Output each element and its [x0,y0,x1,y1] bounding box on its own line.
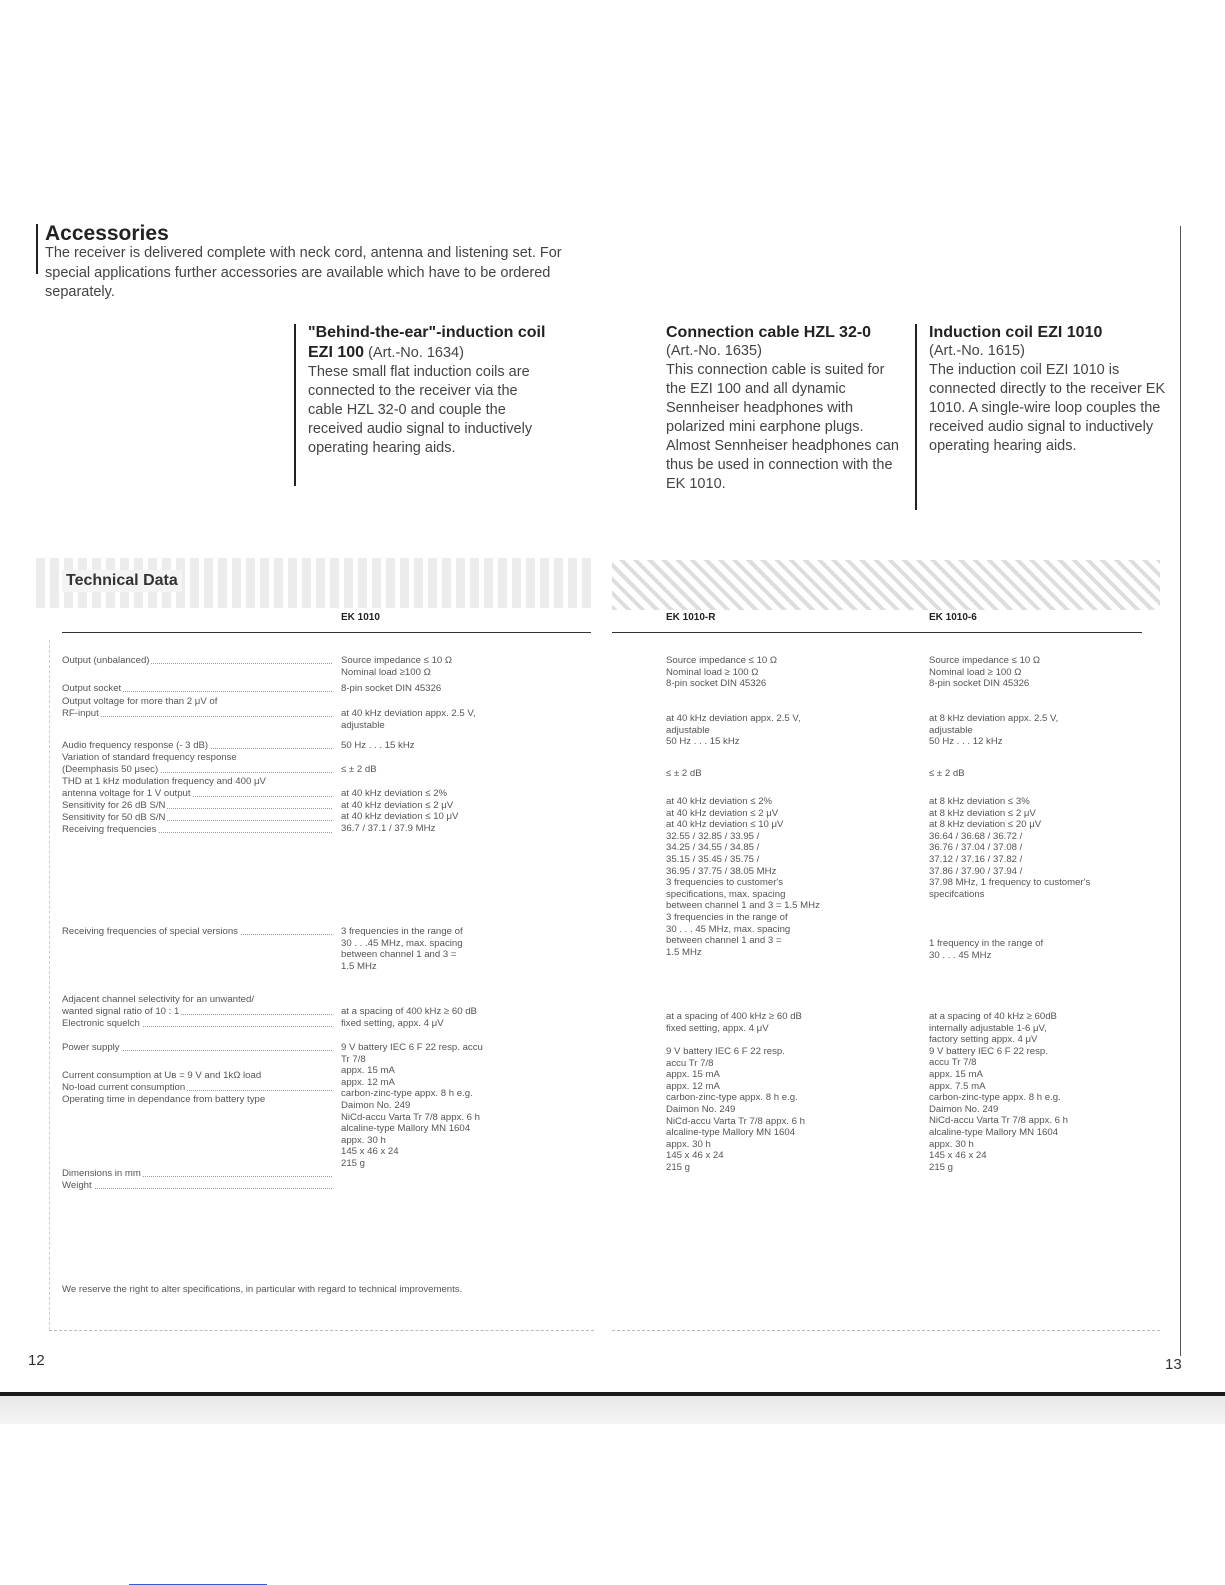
spec-value: at 8 kHz deviation ≤ 3% at 8 kHz deviation ≤ 2 μV at 8 kHz deviation ≤ 20 μV 36.64 / 36.68 / 36.72 / 36.76 / 37.04 / 37.08 / 37.12 / 37.16 / 37.82 / 37.86 / 37.90 / 37.94 / 37.98 MHz, 1 frequency to customer's specifcations [929,796,1091,900]
page-number-right: 13 [1165,1356,1182,1373]
accessory-text: The induction coil EZI 1010 is connected directly to the receiver EK 1010. A single-wire loop couples the received audio signal to inductively operating hearing aids. [929,362,1166,454]
spec-value: ≤ ± 2 dB [341,764,377,775]
spec-label: THD at 1 kHz modulation frequency and 400 μV [62,776,266,787]
spec-label: Variation of standard frequency response [62,752,237,763]
accessory-box-ezi1010 [929,323,1179,456]
dashed-border [49,640,50,1330]
spec-label: Receiving frequencies of special versions [62,926,332,938]
spec-value: Source impedance ≤ 10 Ω Nominal load ≥100 Ω [341,655,453,678]
spec-label: Operating time in dependance from battery type [62,1094,266,1105]
spec-label: Dimensions in mm [62,1168,332,1180]
dashed-border [49,1330,594,1331]
accessory-art-no: (Art.-No. 1615) [929,343,1025,359]
spec-value: at a spacing of 400 kHz ≥ 60 dB fixed setting, appx. 4 μV [341,1006,477,1029]
spec-label: Weight [62,1180,332,1192]
accessory-title: Connection cable HZL 32-0 [666,324,872,341]
technical-band-right [612,560,1160,610]
accessory-text: These small flat induction coils are connected to the receiver via the cable HZL 32-0 and couple the received audio signal to inductively operating hearing aids. [308,364,533,456]
accessory-text: This connection cable is suited for the EZI 100 and all dynamic Sennheiser headphones with polarized mini earphone plugs. Almost Sennheiser headphones can thus be used in connection with the EK 1010. [666,362,899,492]
accessory-box-ezi100 [308,323,553,458]
spec-value: 1 frequency in the range of 30 . . . 45 MHz [929,938,1044,961]
spec-value: at 40 kHz deviation ≤ 2% at 40 kHz deviation ≤ 2 μV at 40 kHz deviation ≤ 10 μV 32.55 / 32.85 / 33.95 / 34.25 / 34.55 / 34.85 / 35.15 / 35.45 / 35.75 / 36.95 / 37.75 / 38.05 MHz 3 frequencies to customer's specifications, max. spacing between channel 1 and 3 = 1.5 MHz 3 frequencies in the range of 30 . . . 45 MHz, max. spacing between channel 1 and 3 = 1.5 MHz [666,796,820,958]
scan-bottom-edge [0,1392,1225,1424]
column-head-ek10106: EK 1010-6 [929,612,977,623]
accessories-intro: The receiver is delivered complete with neck cord, antenna and listening set. For special applications further accessories are available which have to be ordered separately. [45,245,562,300]
spec-value: 9 V battery IEC 6 F 22 resp. accu Tr 7/8 appx. 15 mA appx. 12 mA carbon-zinc-type appx. 8 h e.g. Daimon No. 249 NiCd-accu Varta Tr 7/8 appx. 6 h alcaline-type Mallory MN 1604 appx. 30 h 145 x 46 x 24 215 g [341,1042,483,1169]
spec-value: 9 V battery IEC 6 F 22 resp. accu Tr 7/8 appx. 15 mA appx. 12 mA carbon-zinc-type appx. 8 h e.g. Daimon No. 249 NiCd-accu Varta Tr 7/8 appx. 6 h alcaline-type Mallory MN 1604 appx. 30 h 145 x 46 x 24 215 g [666,1046,805,1173]
accessory-title: "Behind-the-ear"-induction coil EZI 100 [308,324,546,361]
spec-value: at 40 kHz deviation appx. 2.5 V, adjustable [341,708,476,731]
accessory-box-hzl32 [666,323,906,494]
spec-label: RF-input [62,708,332,720]
spec-label: antenna voltage for 1 V output [62,788,332,800]
spec-label: Receiving frequencies [62,824,332,836]
accessory-title: Induction coil EZI 1010 [929,324,1103,341]
column-head-ek1010r: EK 1010-R [666,612,716,623]
spec-value: at 40 kHz deviation ≤ 2% at 40 kHz deviation ≤ 2 μV at 40 kHz deviation ≤ 10 μV 36.7 / 37.1 / 37.9 MHz [341,788,459,834]
spec-label: Electronic squelch [62,1018,332,1030]
page-edge [1180,226,1181,1356]
accessory-art-no: (Art.-No. 1634) [368,345,464,361]
accessories-title: Accessories [45,222,169,245]
spec-label: (Deemphasis 50 μsec) [62,764,332,776]
spec-label: Output (unbalanced) [62,655,332,667]
accent-bar [36,224,38,274]
header-rule-right [612,632,1142,633]
spec-value: ≤ ± 2 dB [666,768,702,779]
spec-label: Audio frequency response (- 3 dB) [62,740,332,752]
spec-label: Power supply [62,1042,332,1054]
spec-label: Output socket [62,683,332,695]
spec-label: Sensitivity for 26 dB S/N [62,800,332,812]
column-head-ek1010: EK 1010 [341,612,380,623]
spec-label: No-load current consumption [62,1082,332,1094]
footnote: We reserve the right to alter specifications, in particular with regard to technical improvements. [62,1284,463,1295]
spec-value: 50 Hz . . . 15 kHz [341,740,415,751]
spec-value: Source impedance ≤ 10 Ω Nominal load ≥ 100 Ω 8-pin socket DIN 45326 [929,655,1041,690]
spec-label: Output voltage for more than 2 μV of [62,696,218,707]
header-rule-left [62,632,591,633]
spec-value: at a spacing of 40 kHz ≥ 60dB internally adjustable 1-6 μV, factory setting appx. 4 μV 9 V battery IEC 6 F 22 resp. accu Tr 7/8 appx. 15 mA appx. 7.5 mA carbon-zinc-type appx. 8 h e.g. Daimon No. 249 NiCd-accu Varta Tr 7/8 appx. 6 h alcaline-type Mallory MN 1604 appx. 30 h 145 x 46 x 24 215 g [929,1011,1068,1173]
page-number-left: 12 [28,1352,45,1369]
spec-value: Source impedance ≤ 10 Ω Nominal load ≥ 100 Ω 8-pin socket DIN 45326 [666,655,778,690]
box-divider [294,324,296,486]
spec-label: Adjacent channel selectivity for an unwanted/ [62,994,254,1005]
spec-value: ≤ ± 2 dB [929,768,965,779]
spec-value: at 40 kHz deviation appx. 2.5 V, adjustable 50 Hz . . . 15 kHz [666,713,801,748]
spec-label: Current consumption at Uʙ = 9 V and 1kΩ load [62,1070,262,1081]
spec-value: at a spacing of 400 kHz ≥ 60 dB fixed setting, appx. 4 μV [666,1011,802,1034]
box-divider [915,324,917,510]
technical-data-title: Technical Data [62,570,182,592]
dashed-border [612,1330,1160,1331]
accessory-art-no: (Art.-No. 1635) [666,343,762,359]
spec-value: at 8 kHz deviation appx. 2.5 V, adjustable 50 Hz . . . 12 kHz [929,713,1059,748]
spec-value: 8-pin socket DIN 45326 [341,683,442,694]
spec-label: wanted signal ratio of 10 : 1 [62,1006,332,1018]
spec-label: Sensitivity for 50 dB S/N [62,812,332,824]
spec-value: 3 frequencies in the range of 30 . . .45 MHz, max. spacing between channel 1 and 3 = 1.5 MHz [341,926,463,972]
